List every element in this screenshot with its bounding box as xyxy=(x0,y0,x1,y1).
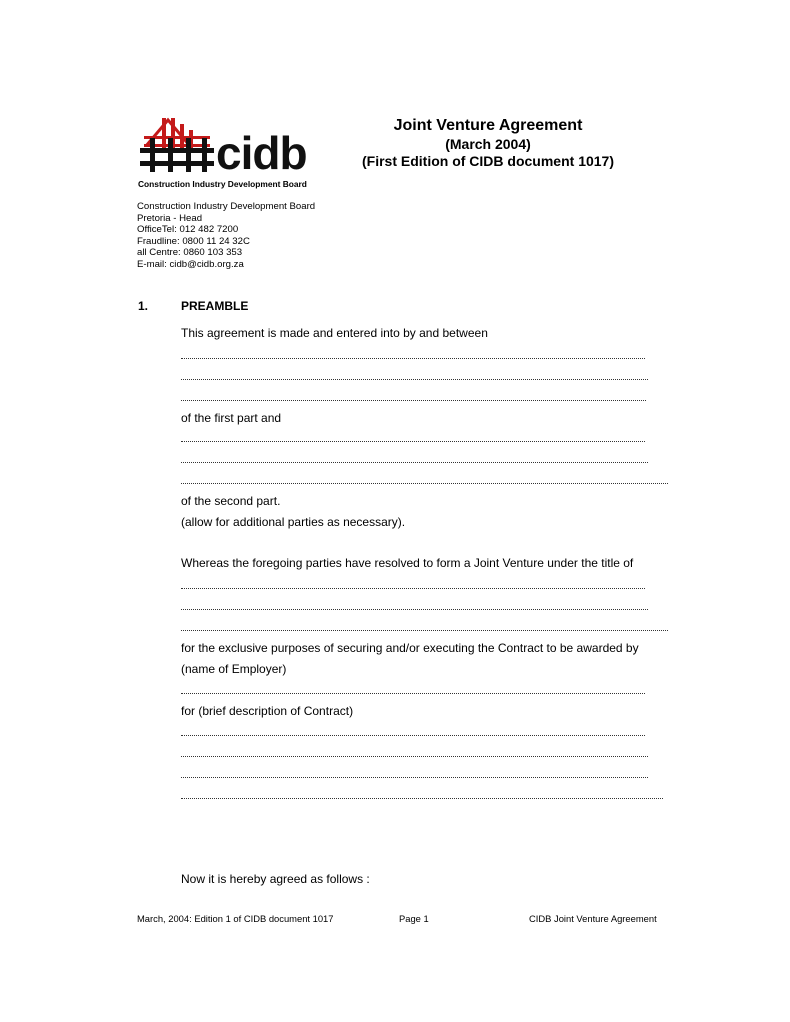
jv-title-line-2[interactable] xyxy=(181,608,648,610)
footer-edition: March, 2004: Edition 1 of CIDB document 1017 xyxy=(137,913,334,924)
contract-line-1[interactable] xyxy=(181,734,645,736)
party-two-line-3[interactable] xyxy=(181,482,668,484)
section-heading: PREAMBLE xyxy=(181,299,249,313)
second-part-text: of the second part. xyxy=(181,494,281,508)
document-edition: (First Edition of CIDB document 1017) xyxy=(361,153,614,169)
exclusive-purpose-text: for the exclusive purposes of securing and/or executing the Contract to be awarded by xyxy=(181,641,639,655)
footer-page-number: Page 1 xyxy=(399,913,429,924)
party-two-line-1[interactable] xyxy=(181,440,645,442)
contact-line: Fraudline: 0800 11 24 32C xyxy=(137,235,250,247)
contact-line: Construction Industry Development Board xyxy=(137,201,316,212)
section-number: 1. xyxy=(138,299,149,313)
intro-text: This agreement is made and entered into by and between xyxy=(181,326,488,340)
contact-line: OfficeTel: 012 482 7200 xyxy=(137,224,239,236)
logo-grid-mark xyxy=(140,118,214,172)
contract-description-label: for (brief description of Contract) xyxy=(181,704,354,718)
contract-line-4[interactable] xyxy=(181,797,663,799)
document-date: (March 2004) xyxy=(445,136,531,152)
party-one-line-1[interactable] xyxy=(181,357,645,359)
contact-line: E-mail: cidb@cidb.org.za xyxy=(137,258,244,270)
party-one-line-2[interactable] xyxy=(181,378,648,380)
jv-title-line-3[interactable] xyxy=(181,629,668,631)
contact-line: all Centre: 0860 103 353 xyxy=(137,247,243,259)
contract-line-2[interactable] xyxy=(181,755,648,757)
footer-document-name: CIDB Joint Venture Agreement xyxy=(529,913,657,924)
contact-line: Pretoria - Head xyxy=(137,212,203,224)
document-title: Joint Venture Agreement xyxy=(393,117,583,134)
whereas-text: Whereas the foregoing parties have resolved to form a Joint Venture under the title of xyxy=(181,556,634,570)
jv-title-line-1[interactable] xyxy=(181,587,645,589)
agreed-text: Now it is hereby agreed as follows : xyxy=(181,872,370,886)
party-one-line-3[interactable] xyxy=(181,399,646,401)
logo-wordmark: cidb xyxy=(216,127,307,176)
party-two-line-2[interactable] xyxy=(181,461,648,463)
additional-parties-text: (allow for additional parties as necessary). xyxy=(181,515,406,529)
document-title-block xyxy=(350,116,626,170)
employer-line[interactable] xyxy=(181,692,645,694)
contract-line-3[interactable] xyxy=(181,776,648,778)
first-part-text: of the first part and xyxy=(181,411,282,425)
employer-label: (name of Employer) xyxy=(181,662,287,676)
cidb-logo xyxy=(138,116,316,176)
contact-block xyxy=(137,201,315,271)
logo-caption: Construction Industry Development Board xyxy=(138,179,307,189)
